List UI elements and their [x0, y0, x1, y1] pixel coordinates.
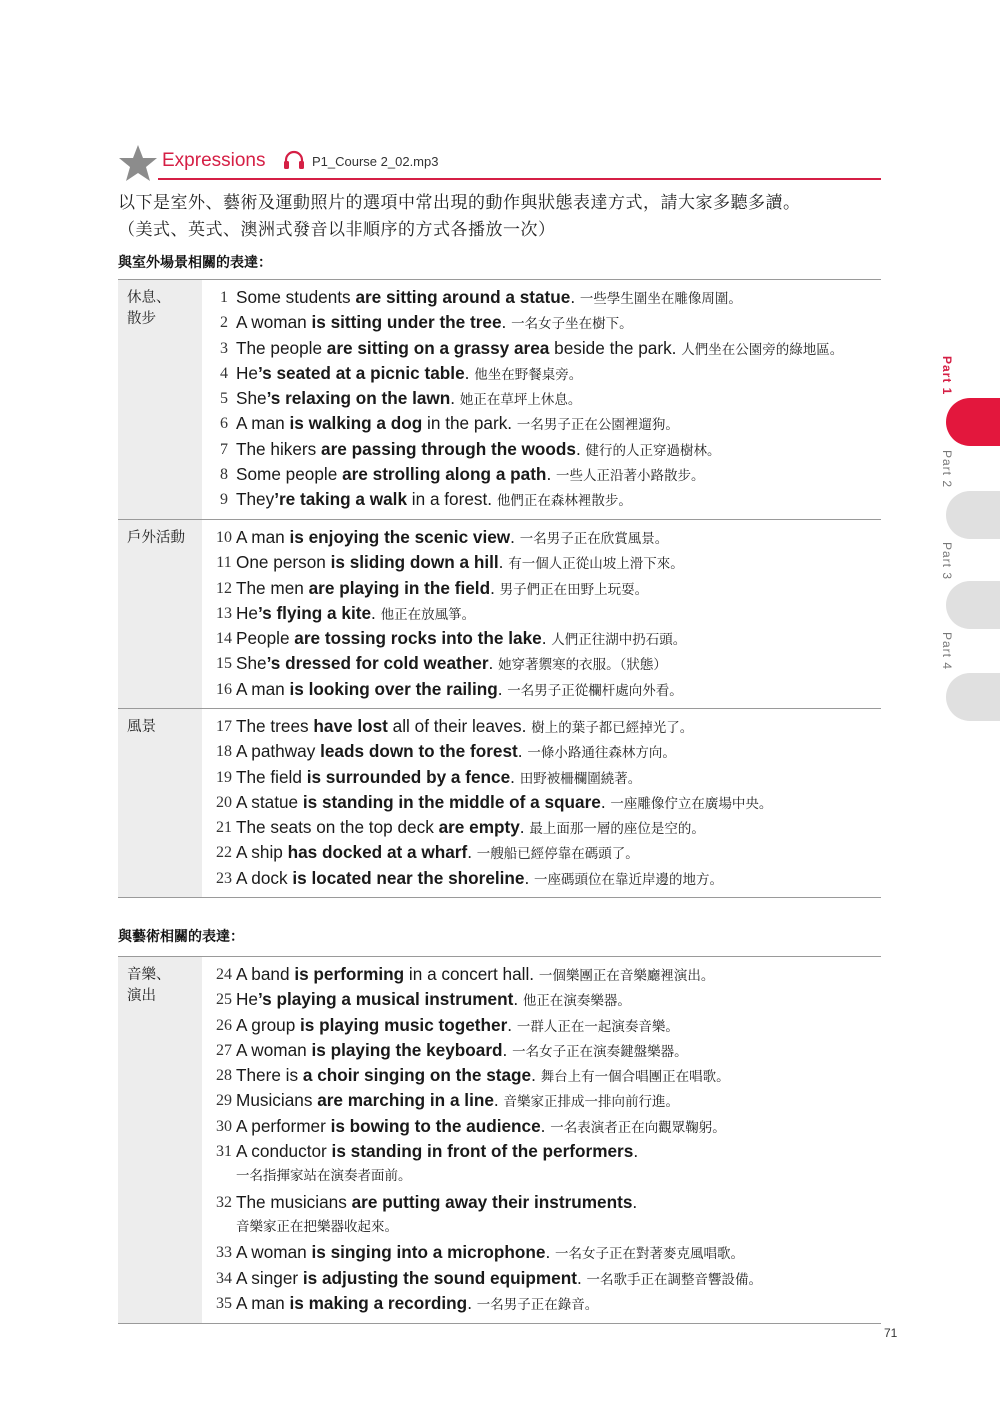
sentence-end: . [632, 1191, 638, 1212]
chinese-translation: 健行的人正穿過樹林。 [585, 442, 721, 459]
key-phrase: have lost [313, 716, 388, 736]
sentence-end: . [467, 1292, 472, 1313]
section1-bottom-rule [118, 897, 881, 898]
expression-list [212, 714, 881, 891]
expression-text [236, 1013, 679, 1040]
chinese-translation: 一名女子正在對著麥克風唱歌。 [555, 1246, 744, 1263]
expression-row [212, 714, 881, 739]
expression-number: 10 [216, 529, 232, 546]
key-phrase: are marching in a line [317, 1090, 494, 1111]
key-phrase: is surrounded by a fence [306, 766, 511, 787]
expression-number: 5 [220, 390, 228, 408]
expression-number: 25 [216, 991, 232, 1009]
expression-number: 32 [216, 1193, 232, 1211]
expression-row [212, 1088, 881, 1113]
expression-row [212, 866, 881, 891]
expression-row [212, 576, 881, 601]
key-phrase: ’s seated at a picnic table [257, 362, 465, 383]
sentence-start: She [236, 653, 267, 674]
sentence-end: . [576, 1267, 582, 1288]
chinese-translation: 他坐在野餐桌旁。 [474, 366, 583, 383]
sentence-start: He [236, 602, 258, 623]
sentence-start: The people [236, 337, 327, 358]
expression-row [212, 815, 881, 840]
expression-number: 7 [220, 440, 228, 458]
category-label: 休息、 散步 [127, 290, 171, 327]
expression-text [236, 285, 742, 312]
expression-number: 31 [216, 1143, 232, 1161]
key-phrase: are playing in the field [308, 577, 491, 598]
sentence-start: The seats on the top deck [236, 817, 439, 838]
expression-number: 11 [216, 554, 232, 572]
chinese-translation: 一條小路通往森林方向。 [527, 745, 676, 762]
category-cell [118, 520, 202, 709]
sentence-start: A man [236, 527, 290, 547]
sentence-start: A woman [236, 1242, 312, 1263]
sentence-start: Some people [236, 464, 343, 485]
expression-row [212, 411, 881, 436]
key-phrase: are tossing rocks into the lake [294, 628, 542, 649]
expression-number: 28 [216, 1067, 232, 1085]
sentence-end: . [541, 628, 547, 649]
expression-text [236, 336, 843, 363]
sentence-end: . [513, 989, 519, 1010]
side-tab-part-1[interactable] [946, 398, 1000, 446]
chinese-translation: 她穿著禦寒的衣服。（狀態） [498, 657, 667, 674]
expression-number: 12 [216, 579, 232, 597]
expression-row [212, 790, 881, 815]
chinese-translation: 一座雕像佇立在廣場中央。 [610, 795, 773, 812]
key-phrase: are empty [438, 817, 520, 838]
expression-text [236, 677, 683, 704]
key-phrase: is performing [294, 964, 405, 984]
sentence-end: beside the park. [549, 337, 677, 358]
expression-list [212, 962, 881, 1316]
chinese-translation: 一名女子正在演奏鍵盤樂器。 [512, 1043, 688, 1060]
chinese-translation: 她正在草坪上休息。 [459, 392, 582, 409]
expression-text [236, 601, 475, 628]
chinese-translation: 人們正往湖中扔石頭。 [551, 632, 687, 649]
expression-number: 17 [216, 718, 232, 735]
key-phrase: leads down to the forest [320, 741, 518, 762]
chinese-translation: 一名女子坐在樹下。 [511, 316, 633, 333]
expression-text [236, 462, 705, 489]
key-phrase: is making a recording [289, 1292, 468, 1313]
chinese-translation: 一名男子正從欄杆處向外看。 [507, 682, 683, 699]
chinese-translation: 最上面那一層的座位是空的。 [529, 821, 705, 838]
expression-text [236, 1114, 726, 1141]
key-phrase: is standing in the middle of a square [302, 791, 601, 812]
key-phrase: are strolling along a path [342, 464, 547, 485]
expression-number: 2 [220, 314, 228, 332]
sentence-start: He [236, 989, 258, 1010]
chinese-translation: 男子們正在田野上玩耍。 [499, 581, 649, 598]
sentence-start: A dock [236, 867, 293, 888]
expression-row [212, 765, 881, 790]
expression-text [236, 1038, 688, 1065]
chinese-translation: 人們坐在公園旁的綠地區。 [681, 341, 844, 358]
expression-row [212, 487, 881, 512]
key-phrase: ’re taking a walk [274, 489, 408, 510]
side-label-part-3: Part 3 [940, 542, 954, 581]
headphones-icon[interactable] [283, 150, 305, 170]
expression-number: 14 [216, 630, 232, 648]
intro-line-1: 以下是室外、藝術及運動照片的選項中常出現的動作與狀態表達方式，請大家多聽多讀。 [118, 193, 801, 213]
key-phrase: is looking over the railing [289, 678, 498, 699]
section-heading-outdoor: 與室外場景相關的表達： [118, 255, 272, 271]
chinese-translation: 一名指揮家站在演奏者面前。 [236, 1168, 412, 1185]
expression-number: 1 [220, 289, 228, 306]
expression-text [236, 651, 667, 678]
expression-text [236, 1063, 730, 1090]
chinese-translation: 他們正在森林裡散步。 [496, 493, 632, 510]
key-phrase: is playing music together [300, 1014, 508, 1035]
chinese-translation: 音樂家正排成一排向前行進。 [503, 1094, 679, 1111]
sentence-end: . [490, 577, 495, 598]
expression-row [212, 361, 881, 386]
sentence-start: Some students [236, 287, 356, 307]
key-phrase: is enjoying the scenic view [289, 527, 511, 547]
side-label-part-1: Part 1 [940, 356, 954, 396]
chinese-translation: 田野被柵欄圍繞著。 [519, 770, 642, 787]
expression-number: 6 [220, 415, 228, 433]
expression-text [236, 765, 641, 792]
chinese-translation: 一座碼頭位在靠近岸邊的地方。 [534, 871, 724, 888]
expression-row [212, 386, 881, 411]
chinese-translation: 有一個人正從山坡上滑下來。 [508, 556, 684, 573]
sentence-end: . [575, 438, 581, 459]
group-scenery [118, 708, 881, 898]
key-phrase: ’s relaxing on the lawn [266, 388, 451, 409]
expression-list [212, 525, 881, 702]
key-phrase: is walking a dog [289, 413, 423, 434]
sentence-end: . [501, 312, 507, 333]
chinese-translation: 一名表演者正在向觀眾鞠躬。 [550, 1119, 726, 1136]
expression-text [236, 386, 581, 413]
key-phrase: are putting away their instruments [351, 1191, 633, 1212]
expression-row [212, 601, 881, 626]
section-title: Expressions [162, 150, 266, 171]
expression-number: 20 [216, 793, 232, 811]
expression-text [236, 1291, 598, 1318]
key-phrase: is located near the shoreline [292, 867, 525, 888]
key-phrase: is bowing to the audience [330, 1115, 541, 1136]
sentence-start: Musicians [236, 1090, 318, 1111]
sentence-end: in a forest. [407, 489, 493, 510]
sentence-end: . [488, 653, 494, 674]
expression-text [236, 962, 714, 989]
sentence-end: . [498, 552, 504, 573]
sentence-end: . [545, 1242, 551, 1263]
expression-number: 33 [216, 1244, 232, 1262]
sentence-end: all of their leaves. [387, 716, 527, 736]
key-phrase: ’s dressed for cold weather [266, 653, 489, 674]
sentence-end: . [464, 362, 470, 383]
expression-text [236, 815, 705, 842]
side-tab-part-2[interactable] [946, 491, 1000, 539]
sentence-start: The trees [236, 716, 314, 736]
expression-row [212, 1063, 881, 1088]
expression-text [236, 550, 684, 577]
sentence-start: The field [236, 766, 307, 787]
expression-number: 24 [216, 966, 232, 983]
sentence-start: The hikers [236, 438, 322, 459]
expression-number: 27 [216, 1041, 232, 1059]
sentence-start: People [236, 628, 295, 649]
sentence-end: . [600, 791, 606, 812]
expression-row [212, 525, 881, 550]
expression-row [212, 1291, 881, 1316]
sentence-end: in a concert hall. [404, 964, 535, 984]
expression-row [212, 677, 881, 702]
sentence-start: A singer [236, 1267, 303, 1288]
expression-number: 16 [216, 680, 232, 698]
expression-number: 23 [216, 869, 232, 887]
key-phrase: are sitting around a statue [355, 287, 571, 307]
expression-list [212, 285, 881, 513]
expression-text [236, 525, 668, 552]
star-icon [118, 144, 158, 182]
section-heading-art: 與藝術相關的表達： [118, 929, 244, 945]
sentence-end: . [497, 678, 503, 699]
expression-row [212, 651, 881, 676]
sentence-start: They [236, 489, 275, 510]
intro-line-2: （美式、英式、澳洲式發音以非順序的方式各播放一次） [118, 220, 556, 240]
expression-number: 26 [216, 1016, 232, 1034]
expression-row [212, 1038, 881, 1063]
header-divider [158, 178, 881, 180]
expression-text [236, 411, 679, 438]
expression-text [236, 1088, 679, 1115]
sentence-end: . [540, 1115, 546, 1136]
expression-row [212, 550, 881, 575]
sentence-end: . [519, 817, 525, 838]
expression-number: 34 [216, 1269, 232, 1287]
expression-number: 21 [216, 819, 232, 837]
group-outdoor-activities [118, 519, 881, 709]
sentence-end: . [507, 1014, 513, 1035]
sentence-end: . [371, 602, 376, 623]
chinese-translation: 一個樂團正在音樂廳裡演出。 [538, 968, 715, 984]
expression-row [212, 739, 881, 764]
key-phrase: has docked at a wharf [287, 842, 468, 863]
expression-row [212, 285, 881, 310]
chinese-translation: 一名男子正在錄音。 [476, 1296, 599, 1313]
expression-row [212, 462, 881, 487]
expression-text [236, 987, 631, 1014]
key-phrase: is playing the keyboard [311, 1039, 503, 1060]
category-cell [118, 280, 202, 520]
sentence-start: A woman [236, 312, 312, 333]
sentence-start: A pathway [236, 741, 321, 762]
expression-number: 29 [216, 1092, 232, 1110]
expression-number: 15 [216, 655, 232, 673]
sentence-start: She [236, 388, 267, 409]
sentence-start: A statue [236, 791, 303, 812]
sentence-end: . [502, 1039, 508, 1060]
key-phrase: ’s playing a musical instrument [257, 989, 514, 1010]
sentence-end: . [570, 287, 576, 307]
expression-number: 9 [220, 491, 228, 509]
chinese-translation: 一些人正沿著小路散步。 [556, 468, 705, 485]
expression-number: 35 [216, 1294, 232, 1312]
expression-row [212, 1114, 881, 1139]
sentence-start: The men [236, 577, 309, 598]
sentence-start: The musicians [236, 1191, 352, 1212]
sentence-start: A band [236, 964, 295, 984]
key-phrase: is singing into a microphone [311, 1242, 546, 1263]
sentence-end: . [510, 766, 515, 787]
expression-row [212, 1266, 881, 1291]
sentence-start: A ship [236, 842, 288, 863]
expression-text [236, 437, 721, 464]
expression-text [236, 361, 582, 388]
expression-text [236, 487, 632, 514]
chinese-translation: 一名男子正在公園裡遛狗。 [516, 417, 679, 434]
sentence-end: . [450, 388, 456, 409]
group-music-performance [118, 956, 881, 1324]
expression-number: 3 [220, 339, 228, 357]
sentence-end: . [546, 464, 552, 485]
expression-row [212, 987, 881, 1012]
expression-row [212, 310, 881, 335]
sentence-end: in the park. [422, 413, 513, 434]
expression-text [236, 790, 772, 817]
key-phrase: is adjusting the sound equipment [302, 1267, 577, 1288]
sentence-start: A group [236, 1014, 301, 1035]
expression-row [212, 1240, 881, 1265]
expression-text [236, 840, 639, 867]
intro-text [118, 190, 898, 244]
expression-row [212, 840, 881, 865]
expression-text [236, 310, 633, 337]
key-phrase: ’s flying a kite [257, 602, 372, 623]
expression-number: 19 [216, 768, 232, 786]
sentence-start: A man [236, 413, 290, 434]
expression-text [236, 739, 676, 766]
expression-number: 30 [216, 1117, 232, 1135]
chinese-translation: 舞台上有一個合唱團正在唱歌。 [540, 1069, 730, 1086]
sentence-start: One person [236, 552, 331, 573]
chinese-translation: 一些學生圍坐在雕像周圍。 [579, 291, 742, 307]
sentence-end: . [517, 741, 523, 762]
side-tab-part-4[interactable] [946, 673, 1000, 721]
category-label: 風景 [127, 719, 156, 735]
chinese-translation: 他正在演奏樂器。 [522, 993, 631, 1010]
expression-row [212, 336, 881, 361]
category-label: 音樂、 演出 [127, 967, 171, 1004]
category-cell [118, 709, 202, 898]
page-number: 71 [884, 1326, 898, 1340]
sentence-end: . [510, 527, 515, 547]
key-phrase: a choir singing on the stage [302, 1065, 532, 1086]
sentence-start: He [236, 362, 258, 383]
expression-text [236, 714, 693, 741]
audio-file-label: P1_Course 2_02.mp3 [312, 154, 439, 169]
expression-row [212, 1013, 881, 1038]
chinese-translation: 他正在放風箏。 [380, 606, 476, 623]
expression-row [212, 437, 881, 462]
sentence-end: . [493, 1090, 499, 1111]
side-tab-part-3[interactable] [946, 581, 1000, 629]
expression-text [236, 1266, 762, 1293]
category-cell [118, 957, 202, 1324]
chinese-translation: 樹上的葉子都已經掉光了。 [531, 720, 694, 736]
expression-row [212, 1190, 881, 1241]
expression-text [236, 866, 723, 893]
expression-text [236, 1139, 638, 1190]
expression-number: 8 [220, 466, 228, 484]
sentence-end: . [633, 1141, 639, 1162]
side-label-part-2: Part 2 [940, 450, 954, 489]
key-phrase: is standing in front of the performers [331, 1141, 634, 1162]
expression-text [236, 1190, 637, 1241]
expression-text [236, 576, 648, 603]
sentence-start: There is [236, 1065, 303, 1086]
section2-bottom-rule [118, 1323, 881, 1324]
expressions-header [118, 144, 880, 180]
key-phrase: are sitting on a grassy area [326, 337, 550, 358]
sentence-start: A man [236, 1292, 290, 1313]
group-rest-walk [118, 279, 881, 520]
sentence-start: A performer [236, 1115, 331, 1136]
expression-text [236, 1240, 744, 1267]
expression-number: 4 [220, 364, 228, 382]
category-label: 戶外活動 [127, 530, 185, 546]
expression-number: 22 [216, 844, 232, 862]
key-phrase: is sitting under the tree [311, 312, 502, 333]
sentence-end: . [531, 1065, 536, 1086]
chinese-translation: 一名歌手正在調整音響設備。 [586, 1271, 763, 1288]
key-phrase: is sliding down a hill [330, 552, 499, 573]
sentence-start: A woman [236, 1039, 312, 1060]
chinese-translation: 一名男子正在欣賞風景。 [519, 531, 669, 547]
sentence-end: . [467, 842, 472, 863]
side-label-part-4: Part 4 [940, 632, 954, 671]
key-phrase: are passing through the woods [321, 438, 576, 459]
expression-number: 13 [216, 604, 232, 622]
expression-row [212, 962, 881, 987]
sentence-start: A conductor [236, 1141, 332, 1162]
sentence-start: A man [236, 678, 290, 699]
chinese-translation: 音樂家正在把樂器收起來。 [236, 1218, 398, 1235]
sentence-end: . [524, 867, 530, 888]
expression-row [212, 626, 881, 651]
chinese-translation: 一群人正在一起演奏音樂。 [516, 1018, 679, 1035]
expression-row [212, 1139, 881, 1190]
expression-text [236, 626, 686, 653]
expression-number: 18 [216, 743, 232, 761]
chinese-translation: 一艘船已經停靠在碼頭了。 [476, 846, 639, 863]
